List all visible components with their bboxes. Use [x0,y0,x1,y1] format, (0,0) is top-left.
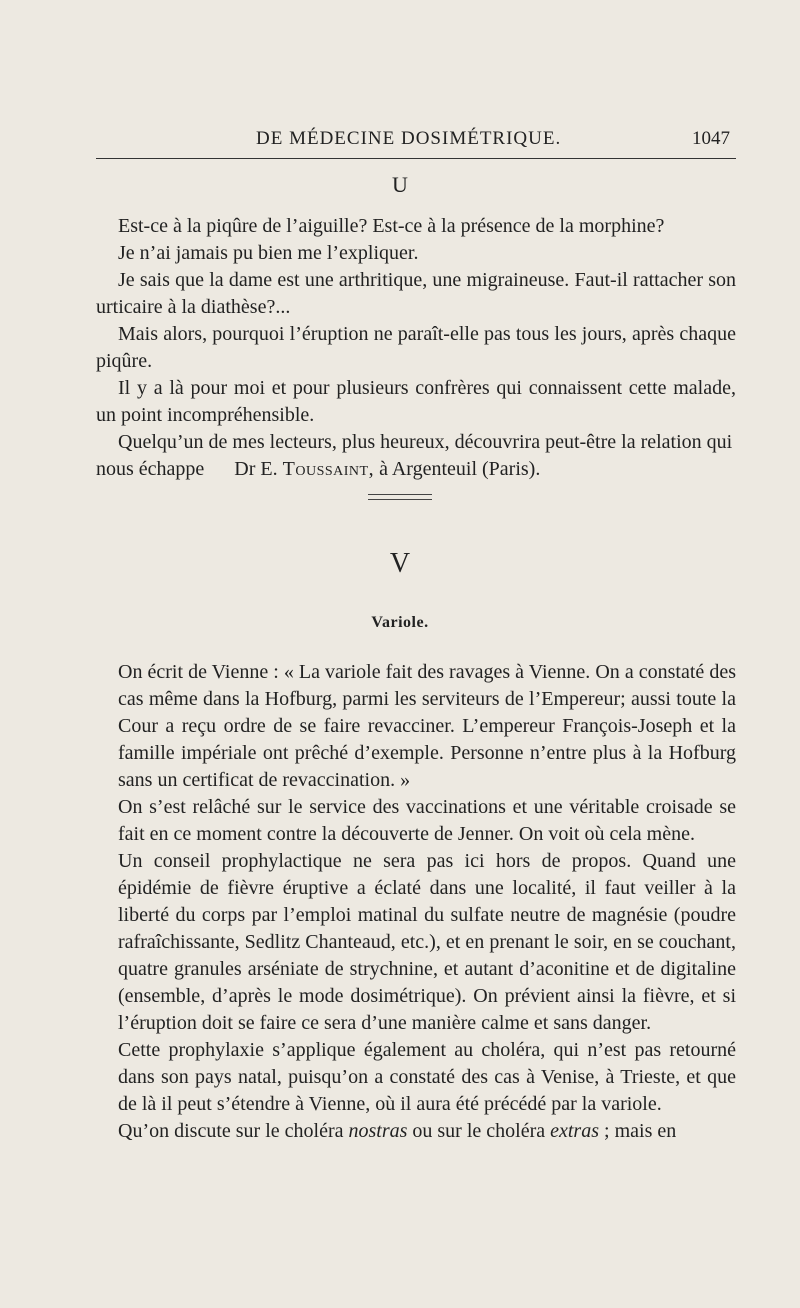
italic-term: extras [550,1120,600,1142]
paragraph: Je n’ai jamais pu bien me l’expliquer. [118,242,419,264]
text-fragment: ; mais en [599,1120,677,1142]
signature-prefix: Dr E. [234,458,278,480]
text-fragment: ou sur le choléra [407,1120,551,1142]
paragraph: On écrit de Vienne : « La variole fait des ravages à Vienne. On a constaté des cas même dans la Hofburg, parmi les serviteurs de l’Empereur; aussi toute la Cour a reçu ordre de se faire revacciner. L’empereur François-Joseph et la famille impériale ont prêché d’exemple. Personne n’entre plus à la Hofburg sans un certificat de revaccination. » [118,661,736,791]
section-letter-u: U [392,172,408,197]
paragraph-with-signature [96,429,736,483]
italic-term: nostras [348,1120,408,1142]
section-heading: Variole. [371,614,429,631]
paragraph: Mais alors, pourquoi l’éruption ne paraît-elle pas tous les jours, après chaque piqûre. [96,323,736,372]
signature-place: à Argenteuil (Paris). [379,458,541,480]
paragraph-last-line [118,1118,736,1145]
paragraph: Il y a là pour moi et pour plusieurs confrères qui connaissent cette malade, un point incompréhensible. [96,377,736,426]
paragraph: Je sais que la dame est une arthritique, une migraineuse. Faut-il rattacher son urticaire à la diathèse?... [96,269,736,318]
paragraph-text: Quelqu’un de mes lecteurs, plus heureux, découvrira peut-être la relation qui nous échappe [96,431,733,480]
section-u-body [96,213,736,483]
running-header [96,128,736,159]
signature [209,458,540,480]
section-letter-v: V [389,548,411,579]
section-v-body [118,659,736,1145]
text-fragment: Qu’on discute sur le choléra [118,1120,349,1142]
section-divider [368,494,432,500]
paragraph: Un conseil prophylactique ne sera pas ici hors de propos. Quand une épidémie de fièvre éruptive a éclaté dans une localité, il faut veiller à la liberté du corps par l’emploi matinal du sulfate neutre de magnésie (poudre rafraîchissante, Sedlitz Chanteaud, etc.), et en prenant le soir, en se couchant, quatre granules arséniate de strychnine, et autant d’aconitine et de digitaline (ensemble, d’après le mode dosimétrique). On prévient ainsi la fièvre, et si l’éruption doit se faire ce sera d’une manière calme et sans danger. [118,850,736,1034]
paragraph: Cette prophylaxie s’applique également au choléra, qui n’est pas retourné dans son pays natal, puisqu’on a constaté des cas à Venise, à Trieste, et que de là il peut s’étendre à Vienne, où il aura été précédé par la variole. [118,1039,736,1115]
running-title: DE MÉDECINE DOSIMÉTRIQUE. [256,128,562,149]
signature-name: Toussaint, [282,458,375,480]
page-number: 1047 [692,128,730,149]
paragraph: Est-ce à la piqûre de l’aiguille? Est-ce à la présence de la morphine? [118,215,665,237]
paragraph: On s’est relâché sur le service des vaccinations et une véritable croisade se fait en ce moment contre la découverte de Jenner. On voit où cela mène. [118,796,736,845]
